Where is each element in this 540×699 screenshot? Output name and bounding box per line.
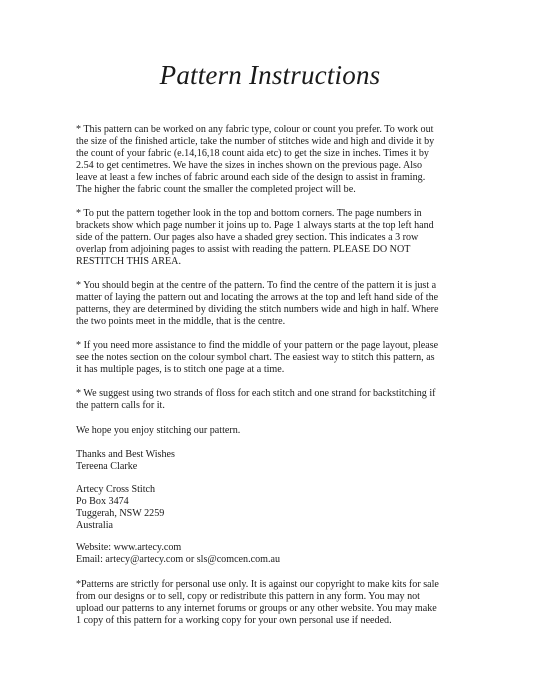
text-line: upload our patterns to any internet forums or groups or any other website. You may make — [76, 602, 437, 614]
text-line: We hope you enjoy stitching our pattern. — [76, 424, 241, 436]
centre-paragraph — [76, 280, 472, 328]
text-line: see the notes section on the colour symbol chart. The easiest way to stitch this pattern, as — [76, 352, 435, 363]
text-line: it has multiple pages, is to stitch one page at a time. — [76, 363, 285, 375]
signoff-paragraph — [76, 449, 472, 473]
text-line: matter of laying the pattern out and locating the arrows at the top and left hand side of the — [76, 291, 439, 303]
fabric-size-paragraph — [76, 124, 472, 195]
text-line: the size of the finished article, take the number of stitches wide and high and divide it by — [76, 135, 435, 147]
text-line: the pattern calls for it. — [76, 400, 165, 412]
assistance-paragraph — [76, 340, 472, 376]
text-line: Australia — [76, 519, 113, 531]
text-line: brackets show which page number it joins up to. Page 1 always starts at the top left hand — [76, 219, 434, 231]
text-line: the two points meet in the middle, that is the centre. — [76, 315, 286, 327]
text-line: Tuggerah, NSW 2259 — [76, 507, 165, 519]
text-line: Thanks and Best Wishes — [76, 449, 175, 461]
copyright-paragraph — [76, 579, 472, 627]
address-paragraph — [76, 484, 472, 532]
page-title: Pattern Instructions — [159, 60, 381, 90]
text-line: leave at least a few inches of fabric around each side of the design to assist in framing. — [76, 171, 426, 183]
text-line: 1 copy of this pattern for a working copy for your own personal use if needed. — [76, 614, 392, 626]
text-line: *Patterns are strictly for personal use only. It is against our copyright to make kits for sale — [76, 578, 439, 590]
text-line: RESTITCH THIS AREA. — [76, 255, 181, 267]
text-line: * To put the pattern together look in the top and bottom corners. The page numbers in — [76, 207, 422, 219]
text-line: * We suggest using two strands of floss for each stitch and one strand for backstitching if — [76, 388, 436, 400]
text-line: from our designs or to sell, copy or redistribute this pattern in any form. You may not — [76, 590, 420, 602]
enjoy-paragraph — [76, 425, 472, 437]
text-line: The higher the fabric count the smaller the completed project will be. — [76, 183, 356, 195]
text-line: the count of your fabric (e.14,16,18 count aida etc) to get the size in inches. Times it by — [76, 147, 429, 159]
text-line: Email: artecy@artecy.com or sls@comcen.com.au — [76, 554, 281, 566]
text-line: patterns, they are determined by dividing the stitch numbers wide and high in half. Where — [76, 303, 439, 315]
text-line: 2.54 to get centimetres. We have the sizes in inches shown on the previous page. Also — [76, 159, 423, 171]
contact-paragraph — [76, 542, 472, 566]
instructions-body — [76, 124, 472, 639]
text-line: side of the pattern. Our pages also have a shaded grey section. This indicates a 3 row — [76, 231, 419, 243]
text-line: * If you need more assistance to find the middle of your pattern or the page layout, please — [76, 340, 439, 352]
text-line: * You should begin at the centre of the pattern. To find the centre of the pattern it is just a — [76, 279, 437, 291]
text-line: Po Box 3474 — [76, 495, 129, 507]
floss-paragraph — [76, 388, 472, 412]
text-line: Artecy Cross Stitch — [76, 483, 156, 495]
page-layout-paragraph — [76, 208, 472, 268]
text-line: Tereena Clarke — [76, 460, 138, 472]
text-line: overlap from adjoining pages to assist with reading the pattern. PLEASE DO NOT — [76, 243, 411, 255]
text-line: Website: www.artecy.com — [76, 542, 182, 554]
text-line: * This pattern can be worked on any fabric type, colour or count you prefer. To work out — [76, 124, 434, 135]
